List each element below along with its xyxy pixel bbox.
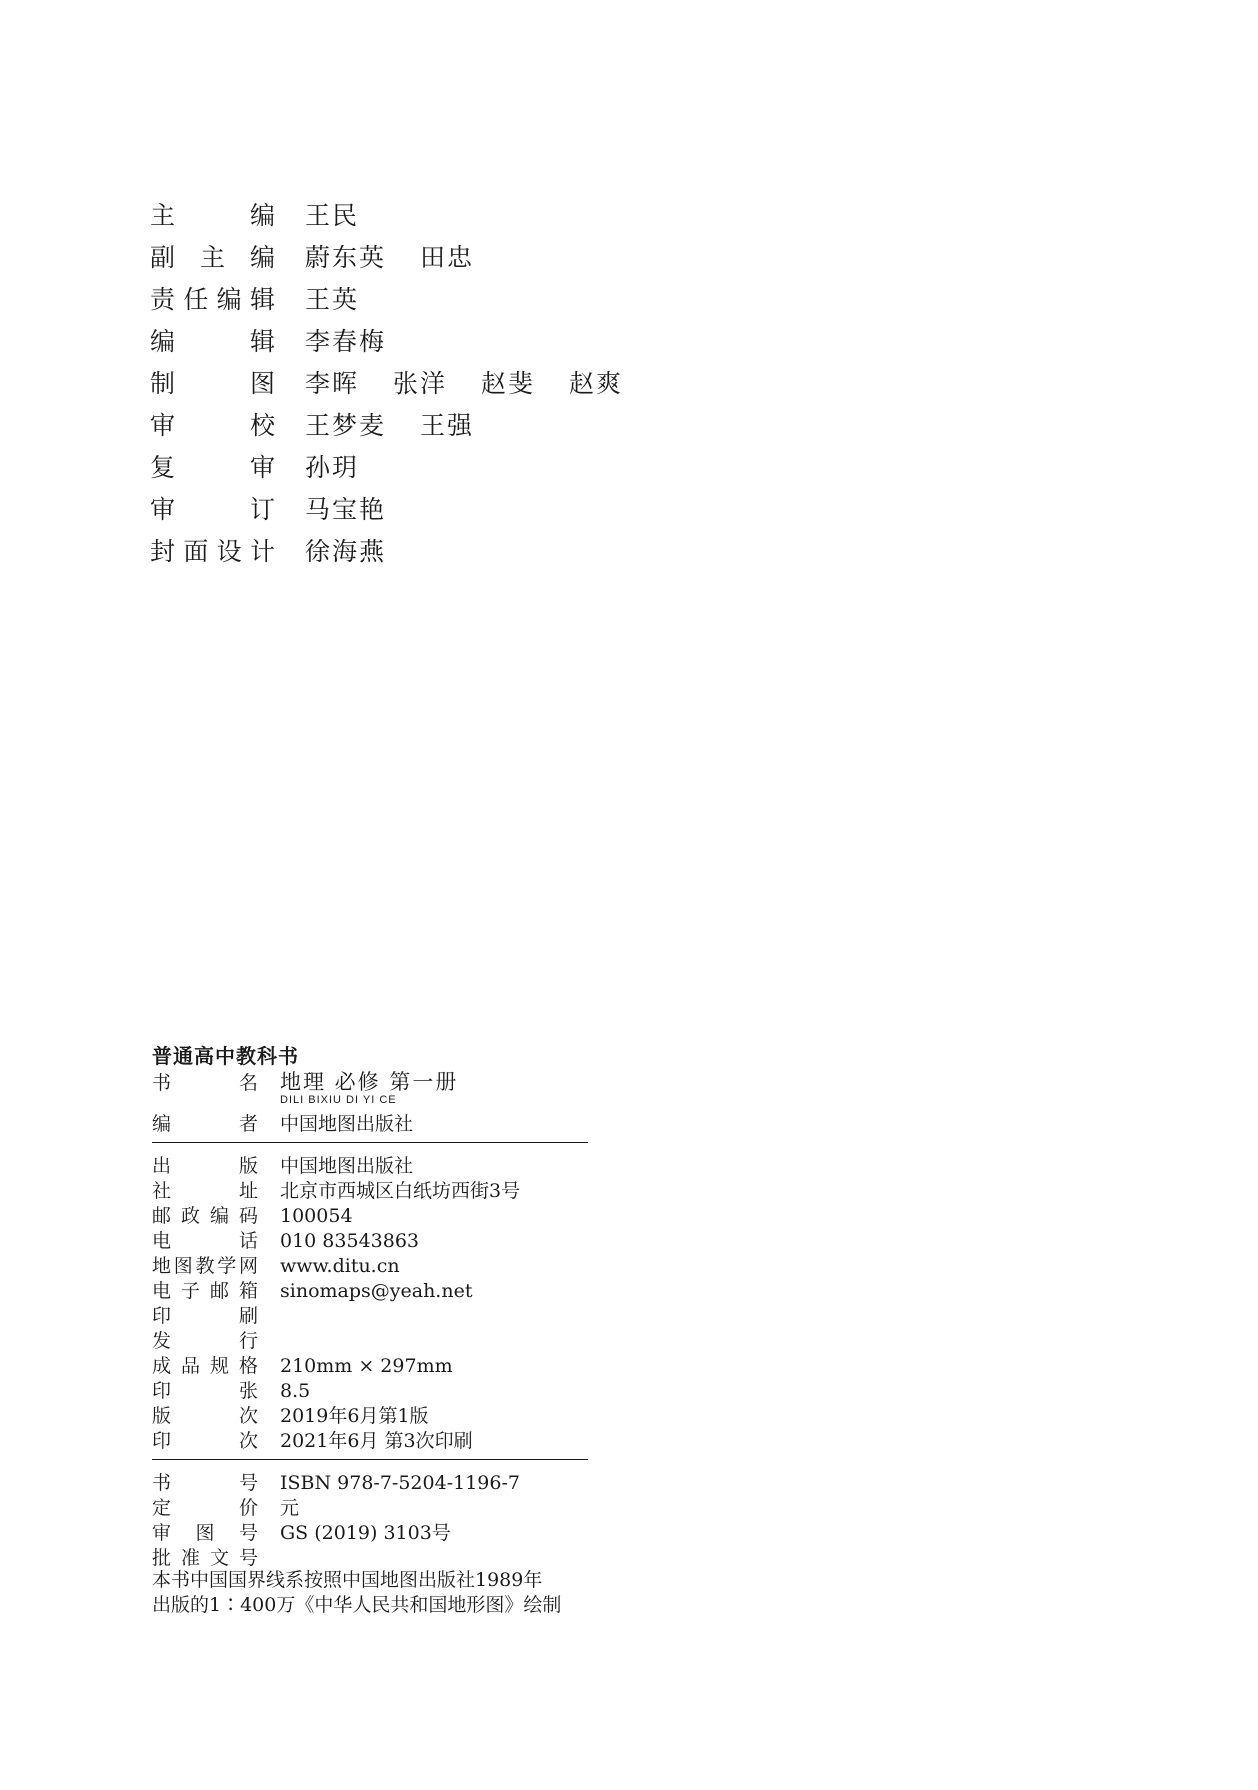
credit-label-char: 责 bbox=[150, 285, 176, 314]
credit-row bbox=[150, 532, 623, 574]
credit-person-name: 田忠 bbox=[420, 243, 475, 272]
publishing-label-char: 印 bbox=[152, 1430, 172, 1452]
publishing-label bbox=[152, 1301, 258, 1328]
credit-label-char: 审 bbox=[249, 453, 275, 482]
title-label bbox=[152, 1068, 258, 1095]
editor-label-char: 者 bbox=[238, 1113, 258, 1135]
title-label-char: 名 bbox=[238, 1072, 258, 1094]
credit-names bbox=[305, 238, 474, 274]
publishing-label-char: 次 bbox=[238, 1405, 258, 1427]
registry-label bbox=[152, 1543, 258, 1570]
publishing-label-char: 网 bbox=[238, 1255, 258, 1277]
publishing-label-char: 电 bbox=[152, 1230, 172, 1252]
credit-person-name: 李晖 bbox=[305, 369, 360, 398]
publishing-label-char: 刷 bbox=[238, 1305, 258, 1327]
publishing-label-char: 出 bbox=[152, 1155, 172, 1177]
credit-person-name: 蔚东英 bbox=[305, 243, 387, 272]
credit-row bbox=[150, 364, 623, 406]
editor-row bbox=[152, 1109, 588, 1134]
registry-label-char: 号 bbox=[238, 1522, 258, 1544]
publishing-label-char: 发 bbox=[152, 1330, 172, 1352]
credit-label-char: 订 bbox=[249, 495, 275, 524]
publishing-value: sinomaps@yeah.net bbox=[280, 1280, 473, 1302]
publishing-label-char: 学 bbox=[217, 1255, 237, 1277]
publishing-label-char: 编 bbox=[209, 1205, 229, 1227]
credit-names bbox=[305, 196, 359, 232]
credit-label-char: 面 bbox=[183, 537, 209, 566]
title-label-char: 书 bbox=[152, 1072, 172, 1094]
publishing-label-char: 印 bbox=[152, 1305, 172, 1327]
publishing-row bbox=[152, 1426, 588, 1451]
credit-person-name: 马宝艳 bbox=[305, 495, 387, 524]
credit-label-char: 审 bbox=[150, 495, 176, 524]
publishing-label-char: 址 bbox=[238, 1180, 258, 1202]
publishing-value: 100054 bbox=[280, 1205, 353, 1227]
registry-label-char: 审 bbox=[152, 1522, 172, 1544]
registry-value: 元 bbox=[280, 1497, 300, 1519]
publishing-label-char: 品 bbox=[180, 1355, 200, 1377]
registry-label-char: 准 bbox=[180, 1547, 200, 1569]
publishing-label-char: 图 bbox=[173, 1255, 193, 1277]
credit-label-char: 封 bbox=[150, 537, 176, 566]
registry-row bbox=[152, 1543, 588, 1568]
map-note-line-2: 出版的1∶400万《中华人民共和国地形图》绘制 bbox=[152, 1594, 562, 1616]
publishing-label-char: 张 bbox=[238, 1380, 258, 1402]
publishing-row bbox=[152, 1351, 588, 1376]
publishing-label bbox=[152, 1251, 258, 1278]
credit-label-char: 辑 bbox=[249, 285, 275, 314]
credit-person-name: 王梦麦 bbox=[305, 411, 387, 440]
publishing-row bbox=[152, 1376, 588, 1401]
credit-person-name: 赵斐 bbox=[481, 369, 536, 398]
credit-label bbox=[150, 196, 275, 232]
publishing-label bbox=[152, 1151, 258, 1178]
divider-2 bbox=[152, 1459, 588, 1460]
credit-row bbox=[150, 280, 623, 322]
book-title: 地理 必修 第一册 bbox=[280, 1070, 459, 1094]
credit-label bbox=[150, 280, 275, 316]
registry-label bbox=[152, 1518, 258, 1545]
credit-names bbox=[305, 532, 386, 568]
publishing-label-char: 行 bbox=[238, 1330, 258, 1352]
credit-label bbox=[150, 364, 275, 400]
credit-label bbox=[150, 490, 275, 526]
publishing-label-char: 格 bbox=[238, 1355, 258, 1377]
registry-label-char: 批 bbox=[152, 1547, 172, 1569]
credit-label-char: 设 bbox=[216, 537, 242, 566]
publishing-label-char: 印 bbox=[152, 1380, 172, 1402]
credit-person-name: 徐海燕 bbox=[305, 537, 387, 566]
publishing-label bbox=[152, 1176, 258, 1203]
publishing-row bbox=[152, 1326, 588, 1351]
credit-label-char: 主 bbox=[150, 201, 176, 230]
publishing-value: 中国地图出版社 bbox=[280, 1155, 414, 1177]
credit-row bbox=[150, 196, 623, 238]
credit-names bbox=[305, 280, 359, 316]
book-series: 普通高中教科书 bbox=[152, 1044, 299, 1068]
credit-label-char: 校 bbox=[249, 411, 275, 440]
publishing-value: 210mm × 297mm bbox=[280, 1355, 453, 1377]
publishing-value: 8.5 bbox=[280, 1380, 311, 1402]
credit-label-char: 制 bbox=[150, 369, 176, 398]
colophon-block bbox=[152, 1040, 588, 1618]
credit-names bbox=[305, 364, 623, 400]
credit-names bbox=[305, 448, 359, 484]
credit-label-char: 副 bbox=[150, 243, 176, 272]
title-row bbox=[152, 1066, 588, 1094]
credit-label-char: 辑 bbox=[249, 327, 275, 356]
publishing-label-char: 邮 bbox=[152, 1205, 172, 1227]
publishing-row bbox=[152, 1201, 588, 1226]
publishing-label-char: 版 bbox=[152, 1405, 172, 1427]
publishing-label bbox=[152, 1426, 258, 1453]
registry-row bbox=[152, 1518, 588, 1543]
editor-value: 中国地图出版社 bbox=[280, 1113, 414, 1135]
registry-label-char: 号 bbox=[238, 1547, 258, 1569]
registry-value: ISBN 978-7-5204-1196-7 bbox=[280, 1472, 520, 1494]
publishing-label-char: 箱 bbox=[238, 1280, 258, 1302]
registry-label-char: 价 bbox=[238, 1497, 258, 1519]
credit-names bbox=[305, 490, 386, 526]
registry-label-char: 定 bbox=[152, 1497, 172, 1519]
publishing-row bbox=[152, 1226, 588, 1251]
publishing-label bbox=[152, 1276, 258, 1303]
publishing-label-char: 邮 bbox=[209, 1280, 229, 1302]
publishing-label-char: 码 bbox=[238, 1205, 258, 1227]
credit-label-char: 主 bbox=[199, 243, 225, 272]
publishing-row bbox=[152, 1251, 588, 1276]
registry-label-char: 图 bbox=[195, 1522, 215, 1544]
map-note-line-1: 本书中国国界线系按照中国地图出版社1989年 bbox=[152, 1569, 543, 1591]
publishing-label-char: 电 bbox=[152, 1280, 172, 1302]
credit-label-char: 编 bbox=[249, 243, 275, 272]
credit-person-name: 赵爽 bbox=[569, 369, 624, 398]
publishing-label-char: 政 bbox=[180, 1205, 200, 1227]
credit-label-char: 复 bbox=[150, 453, 176, 482]
credit-row bbox=[150, 238, 623, 280]
publishing-value: 2021年6月 第3次印刷 bbox=[280, 1430, 473, 1452]
registry-label bbox=[152, 1493, 258, 1520]
credit-label bbox=[150, 406, 275, 442]
credit-person-name: 王民 bbox=[305, 201, 360, 230]
divider-1 bbox=[152, 1142, 588, 1143]
credit-row bbox=[150, 406, 623, 448]
publishing-label bbox=[152, 1226, 258, 1253]
credit-label-char: 审 bbox=[150, 411, 176, 440]
credits-block bbox=[150, 196, 623, 574]
registry-info bbox=[152, 1468, 588, 1568]
publishing-label-char: 话 bbox=[238, 1230, 258, 1252]
credit-label-char: 任 bbox=[183, 285, 209, 314]
publishing-label-char: 成 bbox=[152, 1355, 172, 1377]
publishing-value: 2019年6月第1版 bbox=[280, 1405, 429, 1427]
credit-label-char: 图 bbox=[249, 369, 275, 398]
editor-label-char: 编 bbox=[152, 1113, 172, 1135]
publishing-row bbox=[152, 1176, 588, 1201]
credit-names bbox=[305, 406, 474, 442]
publishing-label-char: 规 bbox=[209, 1355, 229, 1377]
publishing-row bbox=[152, 1151, 588, 1176]
credit-person-name: 王英 bbox=[305, 285, 360, 314]
book-title-pinyin: DILI BIXIU DI YI CE bbox=[280, 1094, 397, 1106]
publishing-label-char: 版 bbox=[238, 1155, 258, 1177]
registry-label-char: 书 bbox=[152, 1472, 172, 1494]
editor-label bbox=[152, 1109, 258, 1136]
publishing-value: www.ditu.cn bbox=[280, 1255, 400, 1277]
credit-row bbox=[150, 490, 623, 532]
registry-label-char: 号 bbox=[238, 1472, 258, 1494]
publishing-label-char: 次 bbox=[238, 1430, 258, 1452]
publishing-label-char: 教 bbox=[195, 1255, 215, 1277]
credit-label bbox=[150, 448, 275, 484]
publishing-value: 010 83543863 bbox=[280, 1230, 420, 1252]
publishing-label bbox=[152, 1351, 258, 1378]
publishing-label bbox=[152, 1326, 258, 1353]
publishing-value: 北京市西城区白纸坊西街3号 bbox=[280, 1180, 521, 1202]
credit-row bbox=[150, 448, 623, 490]
publishing-label-char: 地 bbox=[152, 1255, 172, 1277]
credit-label-char: 编 bbox=[150, 327, 176, 356]
credit-row bbox=[150, 322, 623, 364]
publishing-row bbox=[152, 1276, 588, 1301]
credit-label bbox=[150, 322, 275, 358]
credit-label bbox=[150, 532, 275, 568]
credit-person-name: 李春梅 bbox=[305, 327, 387, 356]
registry-label-char: 文 bbox=[209, 1547, 229, 1569]
credit-person-name: 王强 bbox=[420, 411, 475, 440]
credit-names bbox=[305, 322, 386, 358]
publishing-row bbox=[152, 1401, 588, 1426]
publishing-label bbox=[152, 1201, 258, 1228]
registry-label bbox=[152, 1468, 258, 1495]
publishing-label bbox=[152, 1376, 258, 1403]
credit-label-char: 编 bbox=[216, 285, 242, 314]
registry-row bbox=[152, 1468, 588, 1493]
credit-person-name: 孙玥 bbox=[305, 453, 360, 482]
registry-value: GS (2019) 3103号 bbox=[280, 1522, 451, 1544]
publishing-info bbox=[152, 1151, 588, 1451]
publishing-row bbox=[152, 1301, 588, 1326]
credit-label bbox=[150, 238, 275, 274]
publishing-label-char: 子 bbox=[180, 1280, 200, 1302]
credit-label-char: 计 bbox=[249, 537, 275, 566]
publishing-label bbox=[152, 1401, 258, 1428]
publishing-label-char: 社 bbox=[152, 1180, 172, 1202]
registry-row bbox=[152, 1493, 588, 1518]
credit-person-name: 张洋 bbox=[393, 369, 448, 398]
credit-label-char: 编 bbox=[249, 201, 275, 230]
